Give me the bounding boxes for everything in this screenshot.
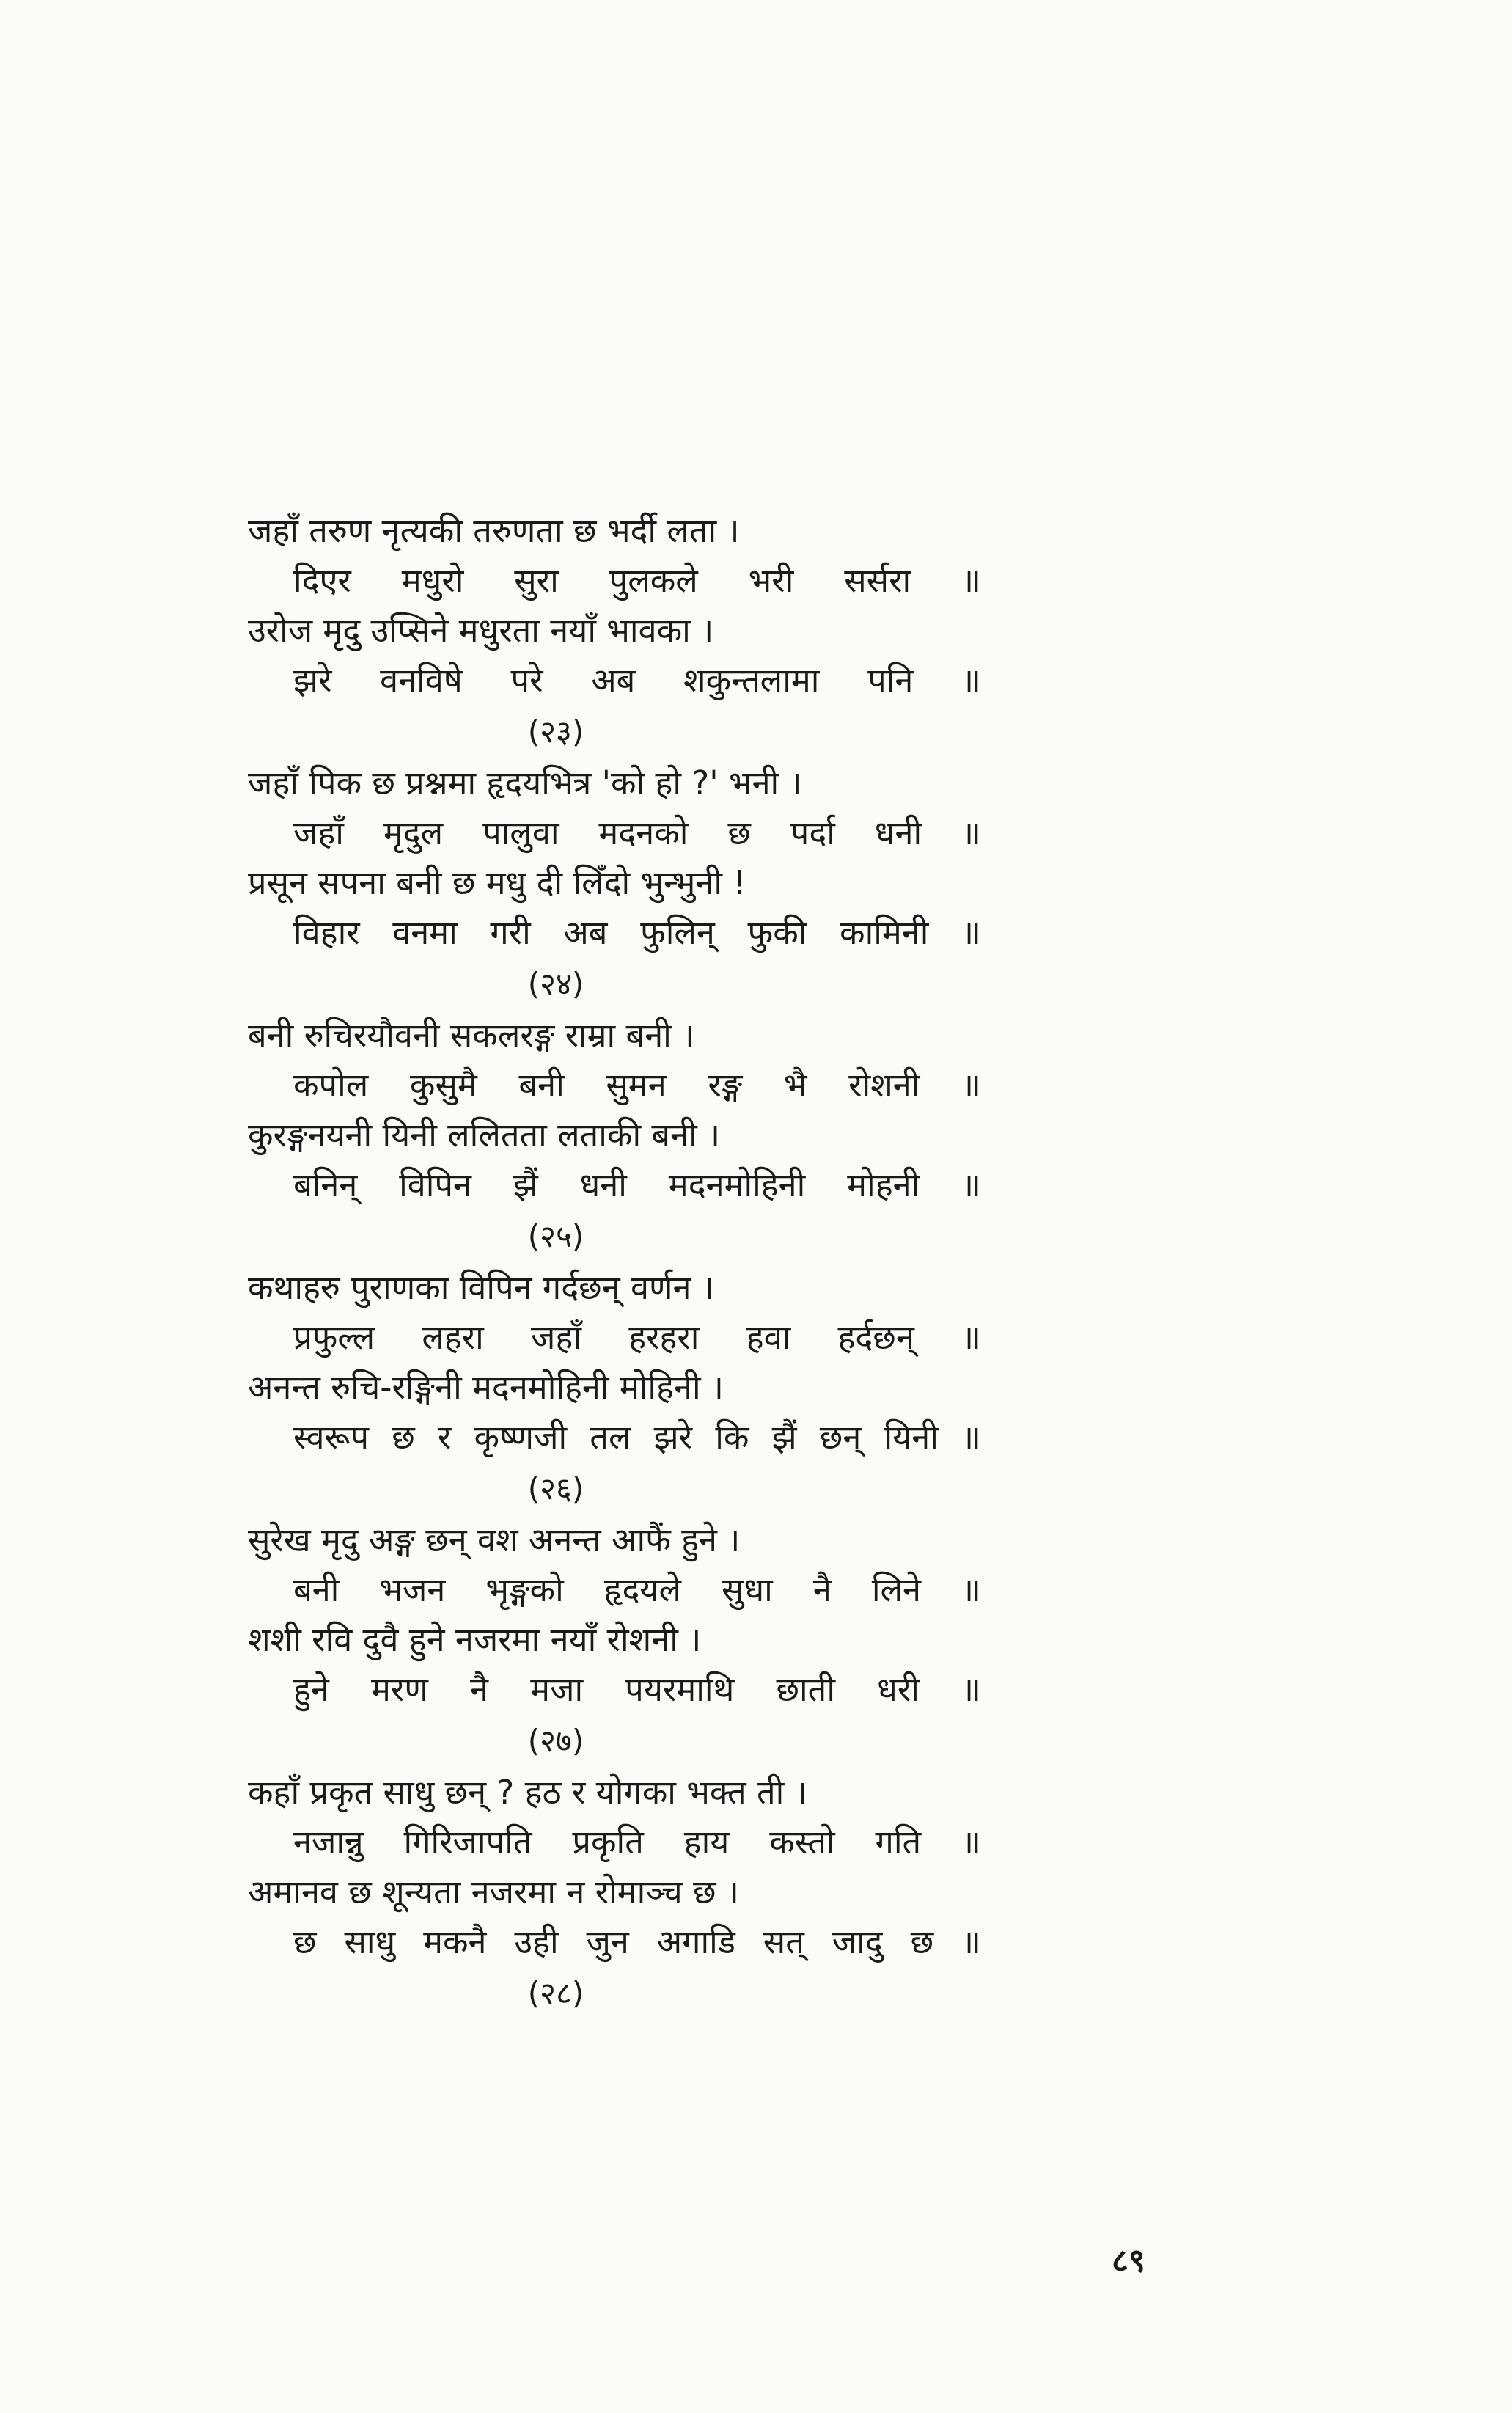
verse-line: नजान्नु गिरिजापति प्रकृति हाय कस्तो गति ॥ bbox=[293, 1823, 981, 1861]
poem-body bbox=[248, 506, 1010, 2020]
verse-line: बनी रुचिरयौवनी सकलरङ्ग राम्रा बनी । bbox=[248, 1016, 695, 1055]
stanza-28 bbox=[248, 1768, 1010, 2020]
verse-line: अमानव छ शून्यता नजरमा न रोमाञ्च छ । bbox=[248, 1872, 739, 1911]
verse-line: बनी भजन भृङ्गको हृदयले सुधा नै लिने ॥ bbox=[293, 1570, 981, 1609]
stanza-number: (२३) bbox=[527, 714, 584, 750]
verse-line: हुने मरण नै मजा पयरमाथि छाती धरी ॥ bbox=[293, 1670, 981, 1709]
verse-line: प्रफुल्ल लहरा जहाँ हरहरा हवा हर्दछन् ॥ bbox=[293, 1318, 981, 1357]
stanza-number: (२८) bbox=[527, 1975, 584, 2011]
verse-line: जहाँ मृदुल पालुवा मदनको छ पर्दा धनी ॥ bbox=[293, 813, 981, 852]
verse-line: कथाहरु पुराणका विपिन गर्दछन् वर्णन । bbox=[248, 1268, 714, 1307]
verse-line: झरे वनविषे परे अब शकुन्तलामा पनि ॥ bbox=[293, 661, 981, 700]
verse-line: दिएर मधुरो सुरा पुलकले भरी सर्सरा ॥ bbox=[293, 561, 981, 600]
verse-line: जहाँ तरुण नृत्यकी तरुणता छ भर्दी लता । bbox=[248, 511, 740, 550]
verse-line: शशी रवि दुवै हुने नजरमा नयाँ रोशनी । bbox=[248, 1620, 702, 1659]
verse-line: स्वरूप छ र कृष्णजी तल झरे कि झैं छन् यिनी ॥ bbox=[293, 1418, 981, 1457]
stanza-number: (२६) bbox=[527, 1471, 584, 1506]
page-number: ८९ bbox=[1112, 2242, 1145, 2280]
verse-line: विहार वनमा गरी अब फुलिन् फुकी कामिनी ॥ bbox=[293, 913, 981, 952]
verse-line: अनन्त रुचि-रङ्गिनी मदनमोहिनी मोहिनी । bbox=[248, 1368, 724, 1407]
verse-line: जहाँ पिक छ प्रश्नमा हृदयभित्र 'को हो ?' भनी । bbox=[248, 764, 802, 802]
stanza-number: (२४) bbox=[527, 966, 584, 1002]
stanza-23 bbox=[248, 506, 1010, 758]
stanza-25 bbox=[248, 1011, 1010, 1263]
verse-line: कपोल कुसुमै बनी सुमन रङ्ग भै रोशनी ॥ bbox=[293, 1066, 981, 1105]
verse-line: सुरेख मृदु अङ्ग छन् वश अनन्त आफैं हुने । bbox=[248, 1520, 741, 1559]
verse-line: कहाँ प्रकृत साधु छन् ? हठ र योगका भक्त ती । bbox=[248, 1773, 807, 1812]
stanza-26 bbox=[248, 1263, 1010, 1515]
verse-line: उरोज मृदु उप्सिने मधुरता नयाँ भावका । bbox=[248, 611, 714, 650]
stanza-24 bbox=[248, 758, 1010, 1011]
stanza-number: (२५) bbox=[527, 1218, 584, 1254]
verse-line: छ साधु मकनै उही जुन अगाडि सत् जादु छ ॥ bbox=[293, 1922, 981, 1961]
verse-line: प्रसून सपना बनी छ मधु दी लिँदो भुन्भुनी ! bbox=[248, 863, 746, 902]
verse-line: बनिन् विपिन झैं धनी मदनमोहिनी मोहनी ॥ bbox=[293, 1165, 981, 1204]
stanza-27 bbox=[248, 1515, 1010, 1768]
stanza-number: (२७) bbox=[527, 1723, 584, 1759]
verse-line: कुरङ्गनयनी यिनी ललितता लताकी बनी । bbox=[248, 1116, 721, 1154]
